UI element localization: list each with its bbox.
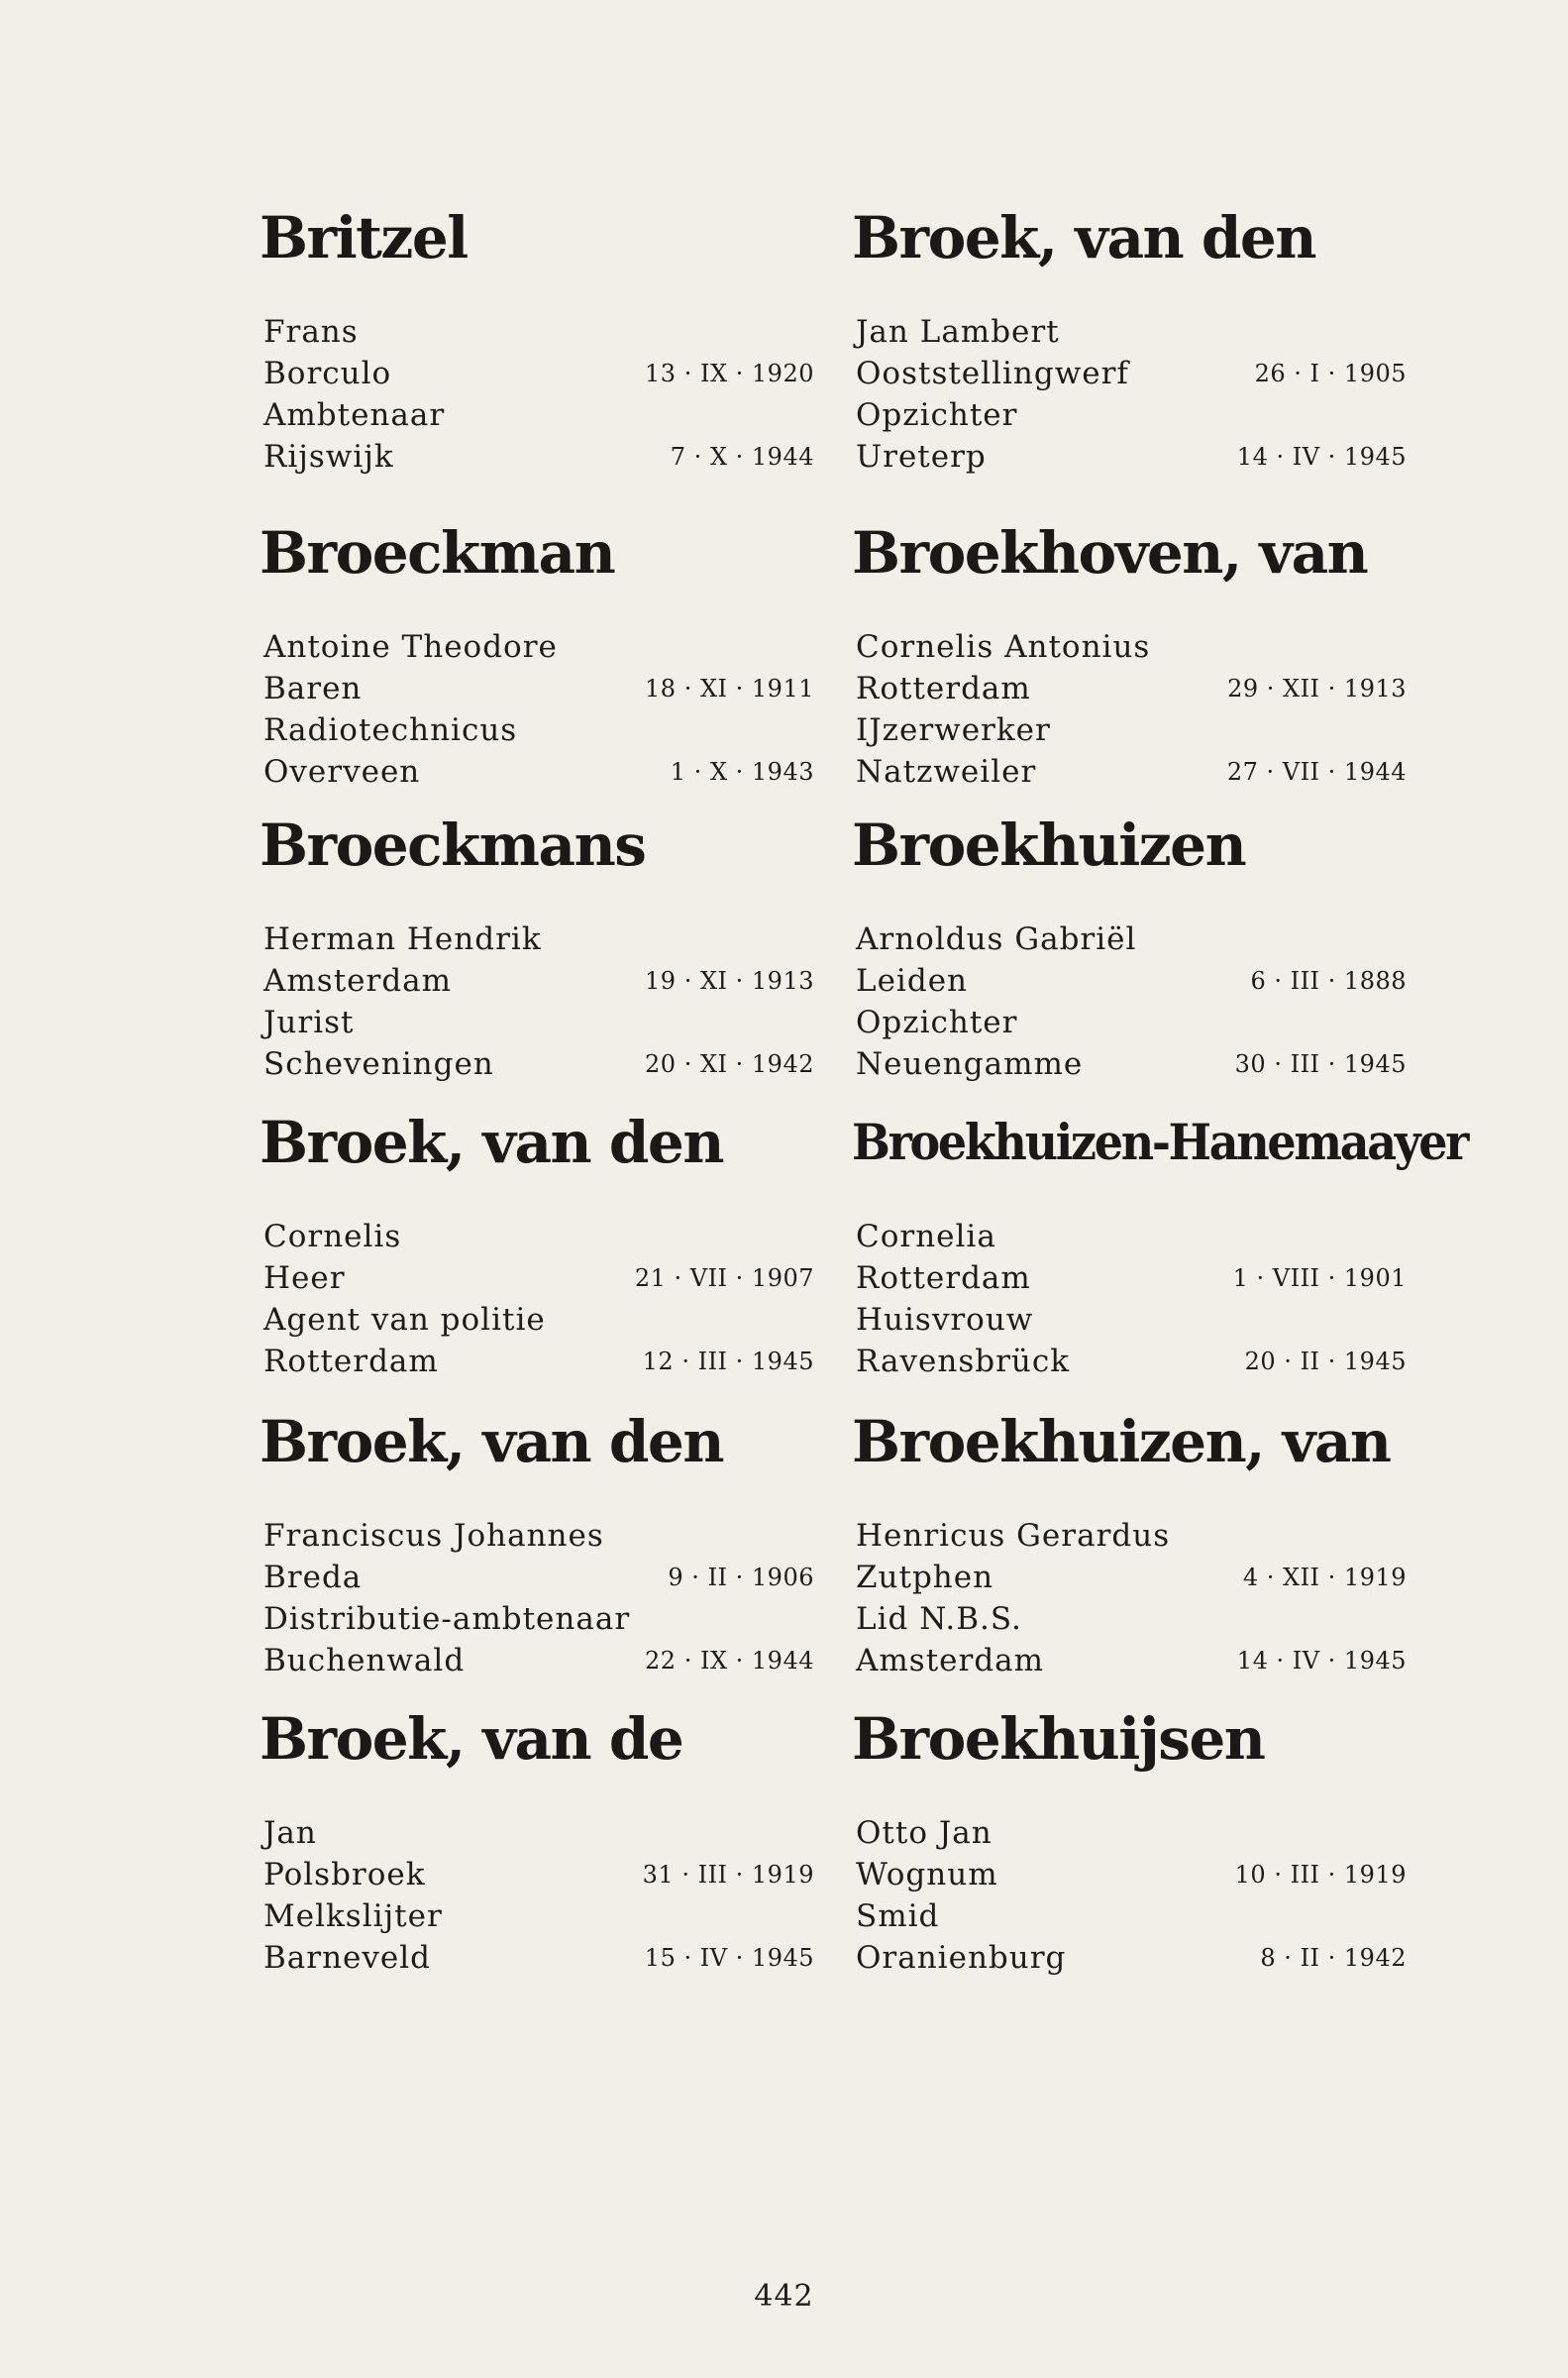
- death-date: 22 · IX · 1944: [645, 1647, 814, 1675]
- given-names: Herman Hendrik: [263, 921, 542, 957]
- death-place: Barneveld: [263, 1940, 432, 1976]
- memorial-entry: [260, 811, 814, 1085]
- entry-surname: Broekhuizen-Hanemaayer: [852, 1113, 1468, 1171]
- birth-date: 19 · XI · 1913: [645, 967, 814, 995]
- death-date: 30 · III · 1945: [1234, 1050, 1407, 1078]
- death-place: Oranienburg: [856, 1940, 1067, 1976]
- memorial-entry: [852, 811, 1407, 1085]
- memorial-entry: [260, 1407, 814, 1681]
- birth-date: 31 · III · 1919: [642, 1861, 814, 1889]
- entry-surname: Broeckmans: [260, 811, 646, 879]
- entry-surname: Broekhoven, van: [852, 519, 1368, 587]
- occupation: Distributie-ambtenaar: [263, 1601, 631, 1637]
- birth-place: Polsbroek: [263, 1857, 426, 1892]
- given-names: Henricus Gerardus: [856, 1518, 1171, 1554]
- memorial-entry: [260, 1704, 814, 1979]
- occupation: Opzichter: [856, 1005, 1018, 1040]
- entry-surname: Broekhuijsen: [852, 1705, 1265, 1773]
- birth-date: 21 · VII · 1907: [634, 1264, 814, 1292]
- memorial-entry: [852, 1704, 1407, 1979]
- given-names: Cornelia: [856, 1219, 996, 1254]
- occupation: Radiotechnicus: [263, 712, 518, 748]
- occupation: Smid: [856, 1898, 940, 1934]
- memorial-entry: [260, 1108, 814, 1382]
- birth-date: 9 · II · 1906: [668, 1564, 814, 1591]
- entry-surname: Broeckman: [260, 519, 615, 587]
- death-place: Rijswijk: [263, 439, 394, 475]
- birth-date: 1 · VIII · 1901: [1232, 1264, 1407, 1292]
- entry-surname: Broek, van de: [260, 1705, 683, 1773]
- birth-date: 10 · III · 1919: [1234, 1861, 1407, 1889]
- memorial-entry: [852, 203, 1407, 478]
- birth-place: Wognum: [856, 1857, 998, 1892]
- occupation: Huisvrouw: [856, 1302, 1034, 1338]
- given-names: Franciscus Johannes: [263, 1518, 604, 1554]
- entry-surname: Broek, van den: [260, 1109, 724, 1176]
- birth-place: Rotterdam: [856, 1260, 1031, 1296]
- occupation: Ambtenaar: [263, 397, 446, 433]
- death-place: Neuengamme: [856, 1046, 1084, 1082]
- memorial-entry: [852, 518, 1407, 793]
- death-date: 8 · II · 1942: [1260, 1944, 1407, 1972]
- death-date: 27 · VII · 1944: [1226, 758, 1407, 786]
- death-date: 1 · X · 1943: [670, 758, 814, 786]
- birth-place: Heer: [263, 1260, 346, 1296]
- birth-date: 6 · III · 1888: [1250, 967, 1407, 995]
- entry-surname: Broek, van den: [260, 1408, 724, 1475]
- occupation: Lid N.B.S.: [856, 1601, 1022, 1637]
- death-date: 7 · X · 1944: [670, 443, 814, 471]
- birth-place: Ooststellingwerf: [856, 356, 1129, 391]
- entry-surname: Broek, van den: [852, 204, 1316, 271]
- entry-surname: Britzel: [260, 204, 468, 271]
- birth-date: 4 · XII · 1919: [1242, 1564, 1407, 1591]
- death-date: 14 · IV · 1945: [1236, 443, 1407, 471]
- death-place: Rotterdam: [263, 1344, 439, 1379]
- death-place: Ravensbrück: [856, 1344, 1071, 1379]
- death-place: Natzweiler: [856, 754, 1037, 790]
- given-names: Frans: [263, 314, 359, 350]
- entry-surname: Broekhuizen, van: [852, 1408, 1391, 1475]
- occupation: IJzerwerker: [856, 712, 1051, 748]
- birth-place: Rotterdam: [856, 671, 1031, 706]
- occupation: Opzichter: [856, 397, 1018, 433]
- death-place: Scheveningen: [263, 1046, 494, 1082]
- death-place: Amsterdam: [856, 1643, 1045, 1678]
- memorial-entry: [260, 518, 814, 793]
- given-names: Cornelis: [263, 1219, 402, 1254]
- given-names: Jan Lambert: [856, 314, 1060, 350]
- birth-date: 13 · IX · 1920: [645, 360, 814, 387]
- birth-place: Amsterdam: [263, 963, 453, 999]
- birth-place: Breda: [263, 1560, 363, 1595]
- death-place: Overveen: [263, 754, 421, 790]
- memorial-entry: [852, 1108, 1468, 1382]
- death-place: Buchenwald: [263, 1643, 466, 1678]
- memorial-entry: [260, 203, 814, 478]
- entry-surname: Broekhuizen: [852, 811, 1246, 879]
- birth-date: 26 · I · 1905: [1254, 360, 1407, 387]
- memorial-entry: [852, 1407, 1407, 1681]
- death-place: Ureterp: [856, 439, 987, 475]
- given-names: Jan: [263, 1815, 317, 1851]
- death-date: 20 · II · 1945: [1244, 1348, 1407, 1375]
- occupation: Melkslijter: [263, 1898, 443, 1934]
- death-date: 20 · XI · 1942: [645, 1050, 814, 1078]
- birth-place: Leiden: [856, 963, 969, 999]
- birth-place: Baren: [263, 671, 363, 706]
- given-names: Cornelis Antonius: [856, 629, 1151, 665]
- page-number: 442: [754, 2279, 814, 2314]
- death-date: 14 · IV · 1945: [1236, 1647, 1407, 1675]
- given-names: Otto Jan: [856, 1815, 993, 1851]
- death-date: 15 · IV · 1945: [644, 1944, 814, 1972]
- given-names: Arnoldus Gabriël: [856, 921, 1137, 957]
- birth-place: Borculo: [263, 356, 392, 391]
- birth-date: 18 · XI · 1911: [645, 675, 814, 703]
- occupation: Jurist: [263, 1005, 355, 1040]
- birth-date: 29 · XII · 1913: [1227, 675, 1407, 703]
- occupation: Agent van politie: [263, 1302, 546, 1338]
- death-date: 12 · III · 1945: [642, 1348, 814, 1375]
- birth-place: Zutphen: [856, 1560, 994, 1595]
- given-names: Antoine Theodore: [263, 629, 558, 665]
